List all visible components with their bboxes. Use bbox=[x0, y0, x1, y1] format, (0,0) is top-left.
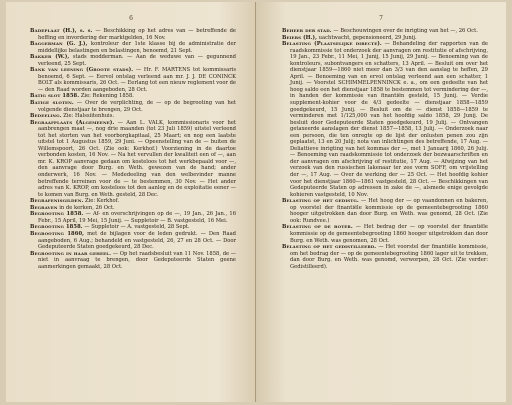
left-page bbox=[6, 2, 256, 402]
entry-text: — Behandeling der rapporten van de raadskommissie tot onderzoek der aanvragen om restitutie of afschrijving, 19 Jan., 23 Febr., 11 Mei, 1 Junij, 15 Junij, 29 Junij. — Benoeming van de kontroleurs, subontvangers en schatters, 13 April. — Besluit om over het dienstjaar 1859—1860 niet meer dan 3/3 van den aanslag te heffen, 29 April. — Benoeming van en ervol ontslag verleend aan een schatter, 1 Junij. — Voorstel SCHIMMELPENNINCK e. a., om een gedeelte van het hoog saldo een het dienstjaar 1858 te bestemmen tot vermindering der —, in handen der kommissie van finantiën gesteld, 15 Junij. — Verdie supplement-kohier voor de 4/3 gedeelte — dienstjaar 1858—1859 goedgekeurd, 15 Junij. — Besluit om de — dienst 1858—1859 te verminderen met 1/125,000 van het hoofdig saldo 1858, 29 Junij. De besluit door Gedeputeerde Staten goedgekeurd, 19 Julij. — Ontvangen getaxeerde aanslagen der dienst 1857—1858, 13 Julij. — Onderzoek naar een persoon, die ten onregte op de lijst der onlusten penen zou zijn geplaatst, 13 en 20 Julij; nota van inlichtingen des betreffende, 17 Aug. — Deliattieve inrigting van het kommas der —, met 1 Januarij 1860, 26 Julij. — Benoeming van raadskommissie tot onderzoek der bezwaarschriften en der aanvragen om afschrijving of restitutie, 17 Aug. — Afwijzing van het verzoek van den russischen lakenaar ter zee vorm SOFF, om vrijstelling der —, 17 Aug. — Over de werking der — 25 Oct. — Het hoofdig kohier voor het dienstjaar 1860—1861 vastgesteld, 28 Oct. — Beschikkingen van Gedeputeerde Staten op adressen in zake de —, alsmede enige gevolgde kohieren vastgesteld, 10 Nov. bbox=[290, 41, 488, 198]
entry-text: in de kerken, 26 Oct. bbox=[59, 204, 115, 211]
entry-headword: Begrooting 1858. bbox=[30, 211, 84, 218]
entry-text: — Aan L. VALK, kommissionaris voor het aanbrengen maat —, nog drie maanden (tot 23 Juli 1859) uitstel verleend tot het storten van het voorborgkapitaal, 25 Maart; en nog een laatste uitstel tot 1 Augustus 1859, 29 Juni. — Opeenstelling van de — buiten de Willemspoort, 26 Oct. (Zie ook: Kerkhof.) Voorziening in de daartoe verbonden kosten, 16 Nov. — Na het vervullen der kwaliteit een of —, aan mr. K. KROP aanvrage gedaan om kosteloos tot het werkbepaald voor —, den aanvrage door Burg. en Weth. gewezen van de hand; ander onderwerk, 16 Nov. — Mededeeling van den welbevinder manne betreffende terreinen voor de — te bestemmen, 30 Nov. — Het ander adres van K. KROP, om kosteloos tot den aanleg en de exploitatie eener — te komen van Burg. en Weth. gesteld, 28 Dec. bbox=[38, 119, 236, 198]
entry-headword: Begrooting 1858. bbox=[30, 224, 83, 231]
entry-headword: Belasting (Plaatselijke directe). bbox=[282, 41, 382, 48]
index-entry bbox=[282, 244, 488, 270]
entry-text: — Af- en overschrijvingen op de —, 19 Jan., 26 Jan., 16 Febr., 15 April, 19 Mei, 15 Junij. — Suppletoir — B. vastgesteld, 16 Mei. bbox=[38, 211, 236, 224]
entry-text: — Beschouwingen over de inrigting van het —, 26 Oct. bbox=[333, 28, 478, 34]
entry-headword: Belasting op het gedistilleerd. bbox=[282, 244, 377, 251]
entry-text: met de bijlagen voor de leden gedrukt. — Den Raad aangeboden, 6 Aug.; behandeld en vastgesteld, 26, 27 en 28 Oct. — Door Gedeputeerde Staten goedgekeurd, 28 Dec. bbox=[38, 230, 236, 251]
entry-text: — Over de verplichting, de — op de begrooting van het volgende dienstjaar te brengen, 29 Oct. bbox=[38, 100, 236, 113]
entry-text: — Beschikking op het adres van — betreffende de heffing en invordering der marktgelden, 16 Nov. bbox=[38, 28, 236, 41]
entry-text: — Hr. F. MARTENS tot kommissaris benoemd, 6 Sept. — Eervol ontslag verleend aan mr. J. J. DE CONINCK BOLT als kommissaris, 26 Oct. — Eerlang tot een nieuw reglement voor de — den Raad worden aangeboden, 28 Oct. bbox=[38, 67, 236, 93]
entry-text: kontroleur der 1ste klasse bij de administratie der middellijke belastingen en belastingen, benoemd, 21 Sept. bbox=[38, 41, 237, 54]
entry-headword: Batige sloten. bbox=[30, 100, 74, 107]
index-entry bbox=[282, 41, 488, 198]
page-number-left: 6 bbox=[129, 15, 133, 22]
entry-headword: Bakker (W.), bbox=[30, 54, 70, 61]
index-entry bbox=[30, 41, 236, 54]
entry-headword: Begrafenisgilden. bbox=[30, 198, 84, 205]
entry-headword: Begraven bbox=[30, 204, 58, 211]
entry-text: Zie: Rekening 1858. bbox=[80, 93, 134, 100]
entry-headword: Bank van leening (Groote stads). bbox=[30, 67, 134, 74]
index-entry bbox=[30, 28, 236, 41]
entry-headword: Beheer der stad. bbox=[282, 28, 332, 34]
index-entry bbox=[30, 67, 236, 93]
book-spread bbox=[6, 2, 506, 402]
entry-text: Zie: Halssiitenhuis. bbox=[63, 113, 115, 120]
entry-text: stads modderman. — Aan de weduwe van — gegunnend verleend, 25 Sept. bbox=[38, 54, 236, 67]
entry-headword: Begrooting 1860, bbox=[30, 230, 85, 237]
entry-headword: Begraafplaats (Algemeene). bbox=[30, 119, 115, 126]
entry-text: — Het voorstel der finantiële kommissie, om het bedrag der — op de gemeentebegrooting 1860 lager uit te trekken, dan door Burg. en Weth. was genomd, verworpen, 28 Oct. (Zie verder: Gedistilleerd). bbox=[290, 244, 488, 270]
entry-headword: Beiers (H.), bbox=[282, 34, 317, 41]
entry-headword: Badeplaat (H.), s. s. bbox=[30, 28, 93, 34]
entry-text: uachtwacht, gepensioneerd, 29 Junij. bbox=[318, 34, 417, 41]
entry-headword: Belasting op het gedistg. bbox=[282, 198, 359, 205]
index-entry bbox=[30, 231, 236, 251]
index-entry bbox=[30, 100, 236, 113]
index-entry bbox=[30, 120, 236, 199]
entry-headword: Belasting op de boter. bbox=[282, 224, 353, 231]
index-entry bbox=[30, 211, 236, 224]
index-entry bbox=[282, 198, 488, 224]
index-entry bbox=[30, 54, 236, 67]
entry-text: — Suppletoir — A. vastgesteld, 28 Sept. bbox=[84, 224, 190, 231]
right-page-text bbox=[282, 28, 488, 270]
entry-text: — Het bedrag der — op voorstel der finantiële kommissie op de gemeentebegrooting 1860 hooger uitgetrokken dan door Burg. en Weth. was genomen, 28 Oct. bbox=[290, 224, 488, 244]
page-number-right: 7 bbox=[379, 15, 383, 22]
entry-headword: Baggerman (G. J.), bbox=[30, 41, 88, 48]
entry-headword: Bedeeling. bbox=[30, 113, 62, 120]
right-page bbox=[256, 2, 506, 402]
entry-headword: Batig slot 1858. bbox=[30, 93, 80, 100]
entry-text: — Het hoog der — op vaandonnen en bakeren, op voorstel der finantiële kommissie op de gemeentebegrooting 1860 hooger uitgetrokken dan door Burg. en Weth. was genomd, 28 Oct. (Zie ook: Rundvee.) bbox=[290, 198, 488, 224]
index-entry bbox=[30, 251, 236, 271]
entry-text: Zie: Kerkhof. bbox=[85, 198, 120, 205]
left-page-text bbox=[30, 28, 236, 270]
entry-headword: Begrooting in haar geheel. bbox=[30, 250, 112, 257]
entry-text: — Op het raadsbesluit van 11 Nov. 1858, de — niet in aanvraag te brengen, door Gedeputeerde Staten geene aanmerkingen gemaakt, 28 Oct. bbox=[38, 250, 236, 270]
index-entry bbox=[282, 224, 488, 244]
